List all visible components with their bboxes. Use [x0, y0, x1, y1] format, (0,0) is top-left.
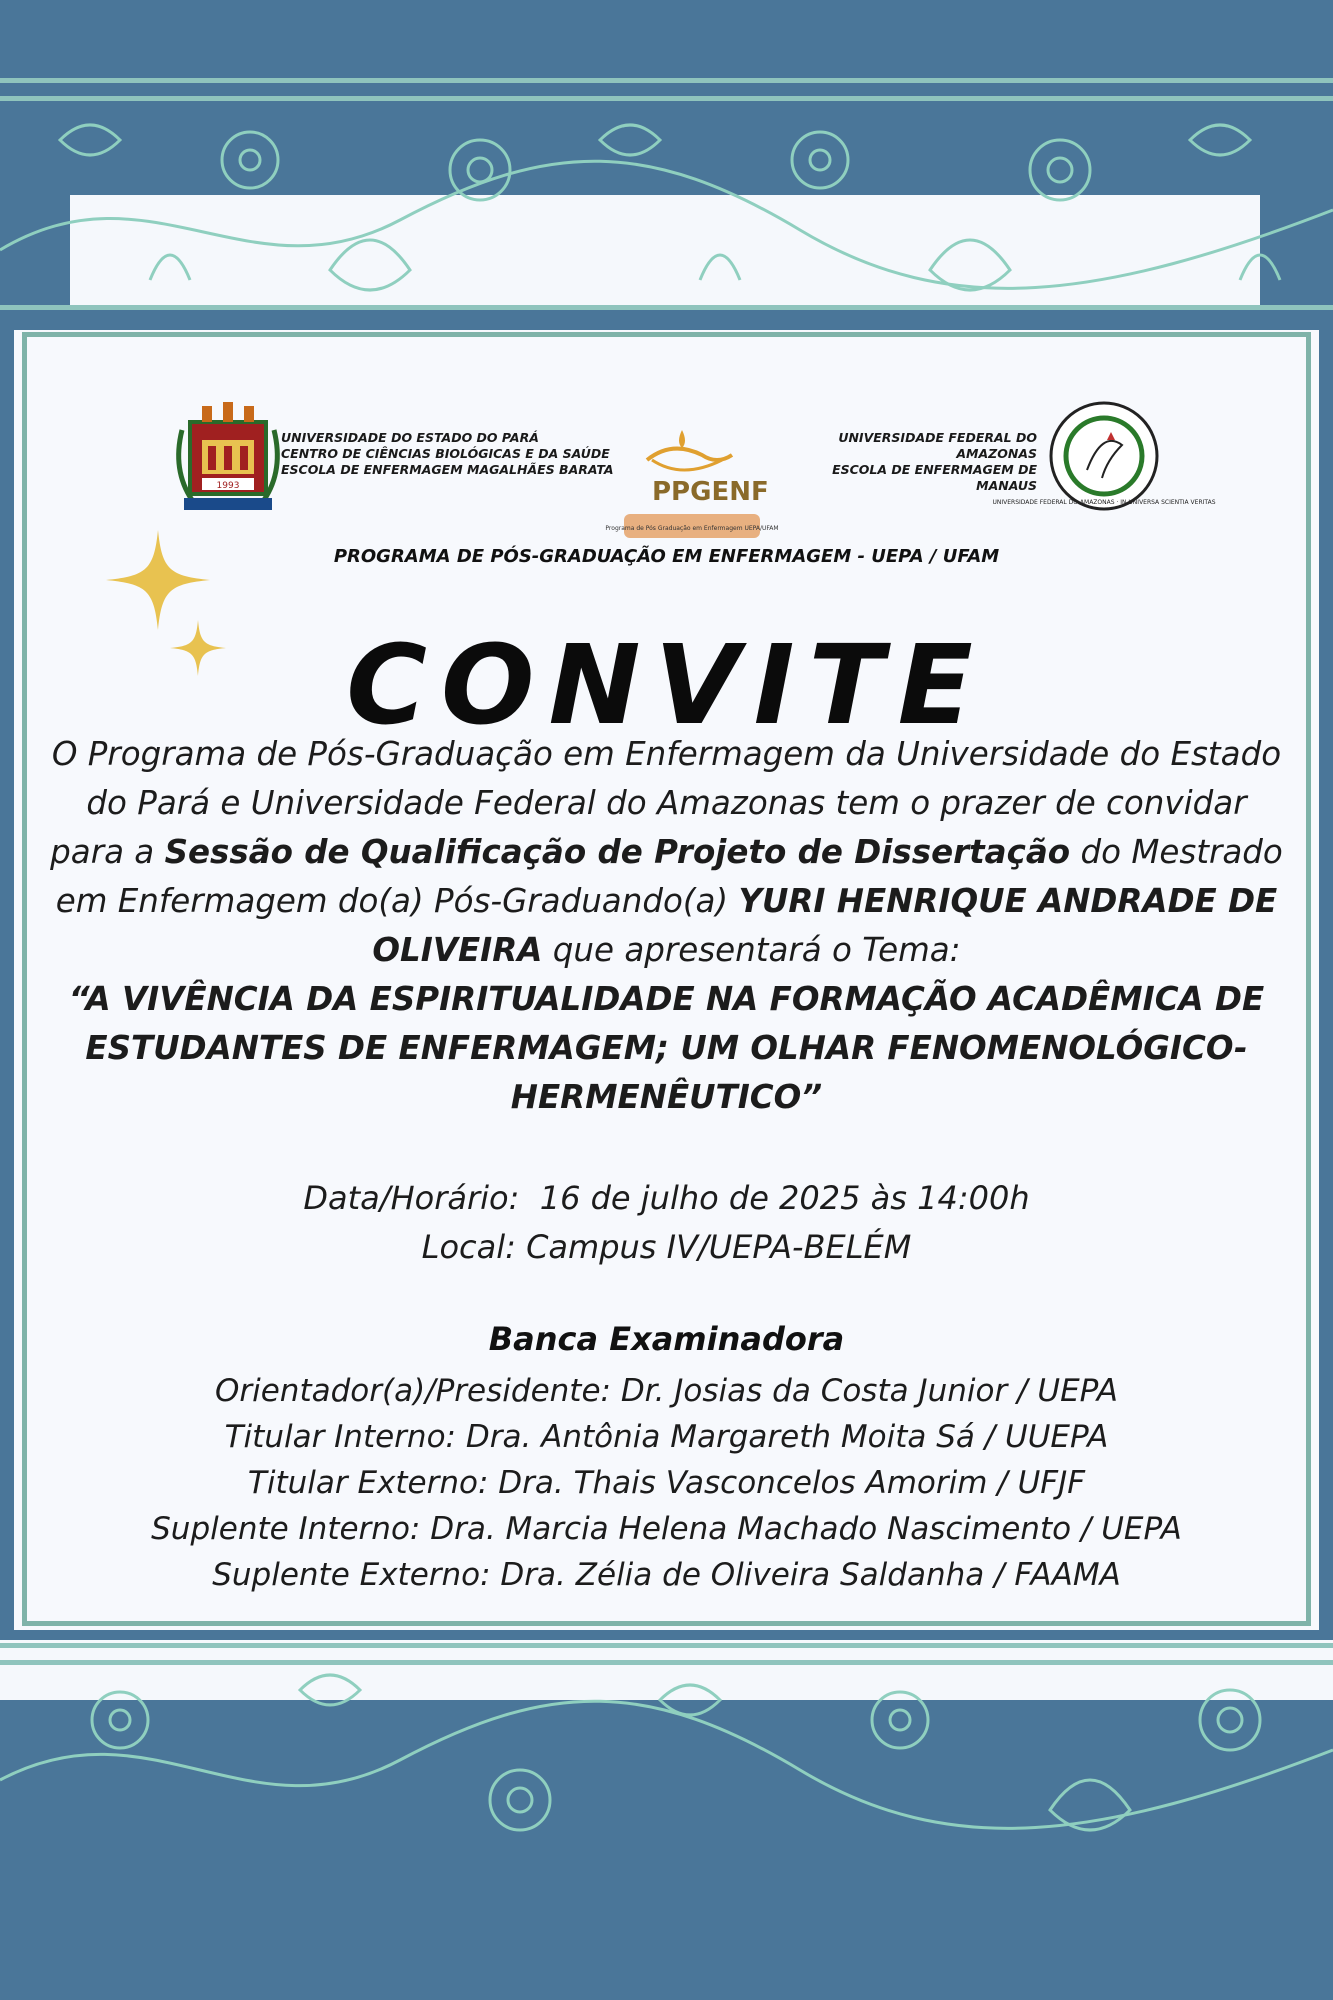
top-line-1: [0, 78, 1333, 83]
dissertation-theme: “A VIVÊNCIA DA ESPIRITUALIDADE NA FORMAÇÃO ACADÊMICA DE ESTUDANTES DE ENFERMAGEM; UM OLHAR FENOMENOLÓGICO-HERMENÊUTICO”: [68, 980, 1265, 1116]
banca-member: Titular Interno: Dra. Antônia Margareth Moita Sá / UUEPA: [224, 1419, 1109, 1455]
event-info: [0, 1174, 1333, 1272]
banca-member: Suplente Interno: Dra. Marcia Helena Machado Nascimento / UEPA: [151, 1511, 1182, 1547]
banca-title: Banca Examinadora: [488, 1320, 845, 1358]
ppgenf-logo-subtitle: Programa de Pós Graduação em Enfermagem UEPA/UFAM: [605, 525, 779, 532]
event-date: Data/Horário: 16 de julho de 2025 às 14:00h: [303, 1179, 1030, 1217]
uepa-line-2: CENTRO DE CIÊNCIAS BIOLÓGICAS E DA SAÚDE: [281, 446, 610, 461]
ufam-seal-text: UNIVERSIDADE FEDERAL DO AMAZONAS · IN UNIVERSA SCIENTIA VERITAS: [992, 499, 1216, 506]
top-floral-decoration: [0, 100, 1333, 300]
uepa-seal-icon: [172, 400, 284, 515]
ppgenf-lamp-logo-icon: [605, 420, 779, 540]
invitation-text: [50, 730, 1283, 1122]
invite-middle: do Mestrado em Enfermagem do(a) Pós-Graduando(a): [55, 833, 1283, 920]
invitation-title: CONVITE: [346, 621, 987, 749]
uepa-name-block: [281, 430, 614, 478]
banca-member: Suplente Externo: Dra. Zélia de Oliveira Saldanha / FAAMA: [212, 1557, 1121, 1593]
student-name: YURI HENRIQUE ANDRADE DE OLIVEIRA: [372, 882, 1278, 969]
invite-end: que apresentará o Tema:: [542, 931, 961, 969]
uepa-line-3: ESCOLA DE ENFERMAGEM MAGALHÃES BARATA: [281, 462, 614, 477]
bottom-floral-decoration: [0, 1660, 1333, 1860]
ufam-line-2: ESCOLA DE ENFERMAGEM DE MANAUS: [832, 462, 1037, 493]
ufam-name-block: [772, 430, 1037, 494]
ppgenf-logo-text: PPGENF: [652, 477, 769, 507]
banca-members: [0, 1368, 1333, 1598]
uepa-seal-year: 1993: [216, 481, 240, 491]
invite-intro: O Programa de Pós-Graduação em Enfermagem da Universidade do Estado do Pará e Universidade Federal do Amazonas tem o prazer de convidar para a: [50, 735, 1282, 871]
uepa-line-1: UNIVERSIDADE DO ESTADO DO PARÁ: [281, 430, 539, 445]
bottom-line-1: [0, 1643, 1333, 1648]
ufam-seal-icon: [992, 400, 1216, 512]
event-place: Local: Campus IV/UEPA-BELÉM: [421, 1228, 912, 1266]
program-name: PROGRAMA DE PÓS-GRADUAÇÃO EM ENFERMAGEM - UEPA / UFAM: [333, 546, 1000, 567]
ufam-line-1: UNIVERSIDADE FEDERAL DO AMAZONAS: [838, 430, 1037, 461]
session-name: Sessão de Qualificação de Projeto de Dissertação: [164, 833, 1071, 871]
top-line-3: [0, 305, 1333, 310]
banca-member: Titular Externo: Dra. Thais Vasconcelos Amorim / UFJF: [247, 1465, 1086, 1501]
banca-member: Orientador(a)/Presidente: Dr. Josias da Costa Junior / UEPA: [214, 1373, 1119, 1409]
